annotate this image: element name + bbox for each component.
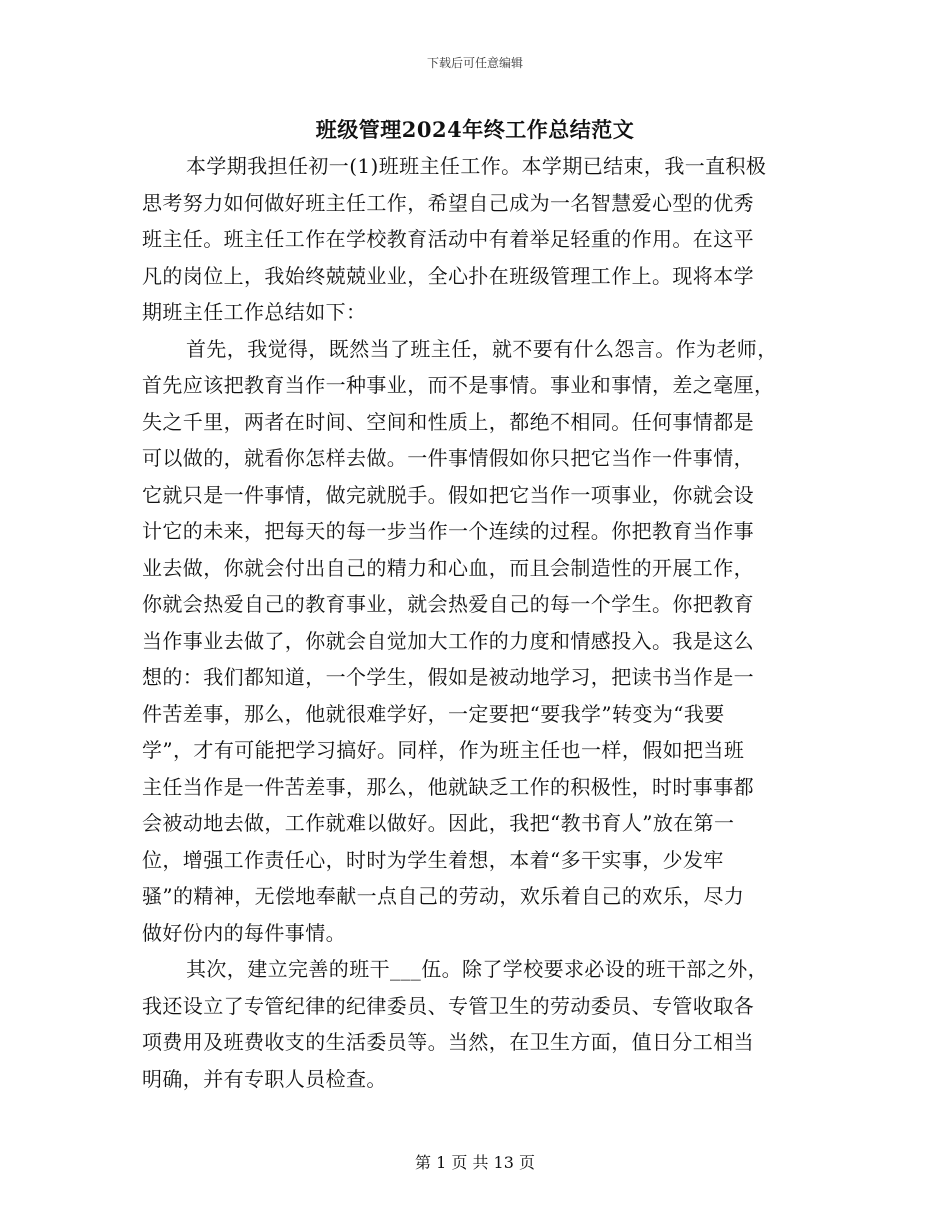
paragraph-line: 项费用及班费收支的生活委员等。当然，在卫生方面，值日分工相当 xyxy=(142,1030,754,1054)
paragraph-line: 期班主任工作总结如下： xyxy=(142,300,367,324)
document-body xyxy=(142,148,808,1097)
paragraph-line: 件苦差事，那么，他就很难学好，一定要把“要我学”转变为“我要 xyxy=(142,701,725,726)
paragraph-line: 可以做的，就看你怎样去做。一件事情假如你只把它当作一件事情， xyxy=(142,446,754,470)
paragraph-line: 我还设立了专管纪律的纪律委员、专管卫生的劳动委员、专管收取各 xyxy=(142,993,754,1018)
document-title: 班级管理2024年终工作总结范文 xyxy=(315,117,635,142)
paragraph-line: 首先，我觉得，既然当了班主任，就不要有什么怨言。作为老师， xyxy=(186,336,778,361)
header-note: 下载后可任意编辑 xyxy=(426,56,523,70)
paragraph-line: 骚”的精神，无偿地奉献一点自己的劳动，欢乐着自己的欢乐，尽力 xyxy=(142,884,745,908)
paragraph-line: 它就只是一件事情，做完就脱手。假如把它当作一项事业，你就会设 xyxy=(142,482,754,507)
paragraph-line: 本学期我担任初一(1)班班主任工作。本学期已结束，我一直积极 xyxy=(186,154,767,178)
paragraph-line: 思考努力如何做好班主任工作，希望自己成为一名智慧爱心型的优秀 xyxy=(142,190,754,215)
paragraph-line: 位，增强工作责任心，时时为学生着想，本着“多干实事，少发牢 xyxy=(142,847,724,872)
paragraph-line: 凡的岗位上，我始终兢兢业业，全心扑在班级管理工作上。现将本学 xyxy=(142,263,754,288)
paragraph-line: 失之千里，两者在时间、空间和性质上，都绝不相同。任何事情都是 xyxy=(142,409,754,434)
paragraph-line: 首先应该把教育当作一种事业，而不是事情。事业和事情，差之毫厘， xyxy=(142,373,775,397)
paragraph-line: 学”，才有可能把学习搞好。同样，作为班主任也一样，假如把当班 xyxy=(142,738,745,762)
paragraph-line: 班主任。班主任工作在学校教育活动中有着举足轻重的作用。在这平 xyxy=(142,227,754,251)
paragraph-line: 主任当作是一件苦差事，那么，他就缺乏工作的积极性，时时事事都 xyxy=(142,774,754,799)
paragraph-line: 明确，并有专职人员检查。 xyxy=(142,1066,387,1091)
paragraph-line: 其次，建立完善的班干___伍。除了学校要求必设的班干部之外， xyxy=(186,957,768,981)
paragraph-line: 会被动地去做，工作就难以做好。因此，我把“教书育人”放在第一 xyxy=(142,811,735,835)
paragraph-line: 你就会热爱自己的教育事业，就会热爱自己的每一个学生。你把教育 xyxy=(142,592,754,616)
paragraph-line: 当作事业去做了，你就会自觉加大工作的力度和情感投入。我是这么 xyxy=(142,628,754,653)
paragraph-line: 计它的未来，把每天的每一步当作一个连续的过程。你把教育当作事 xyxy=(142,519,754,543)
paragraph-line: 想的：我们都知道，一个学生，假如是被动地学习，把读书当作是一 xyxy=(142,665,754,689)
paragraph-line: 业去做，你就会付出自己的精力和心血，而且会制造性的开展工作， xyxy=(142,555,754,580)
paragraph-line: 做好份内的每件事情。 xyxy=(142,920,346,945)
page-number: 第 1 页 共 13 页 xyxy=(415,1153,535,1172)
